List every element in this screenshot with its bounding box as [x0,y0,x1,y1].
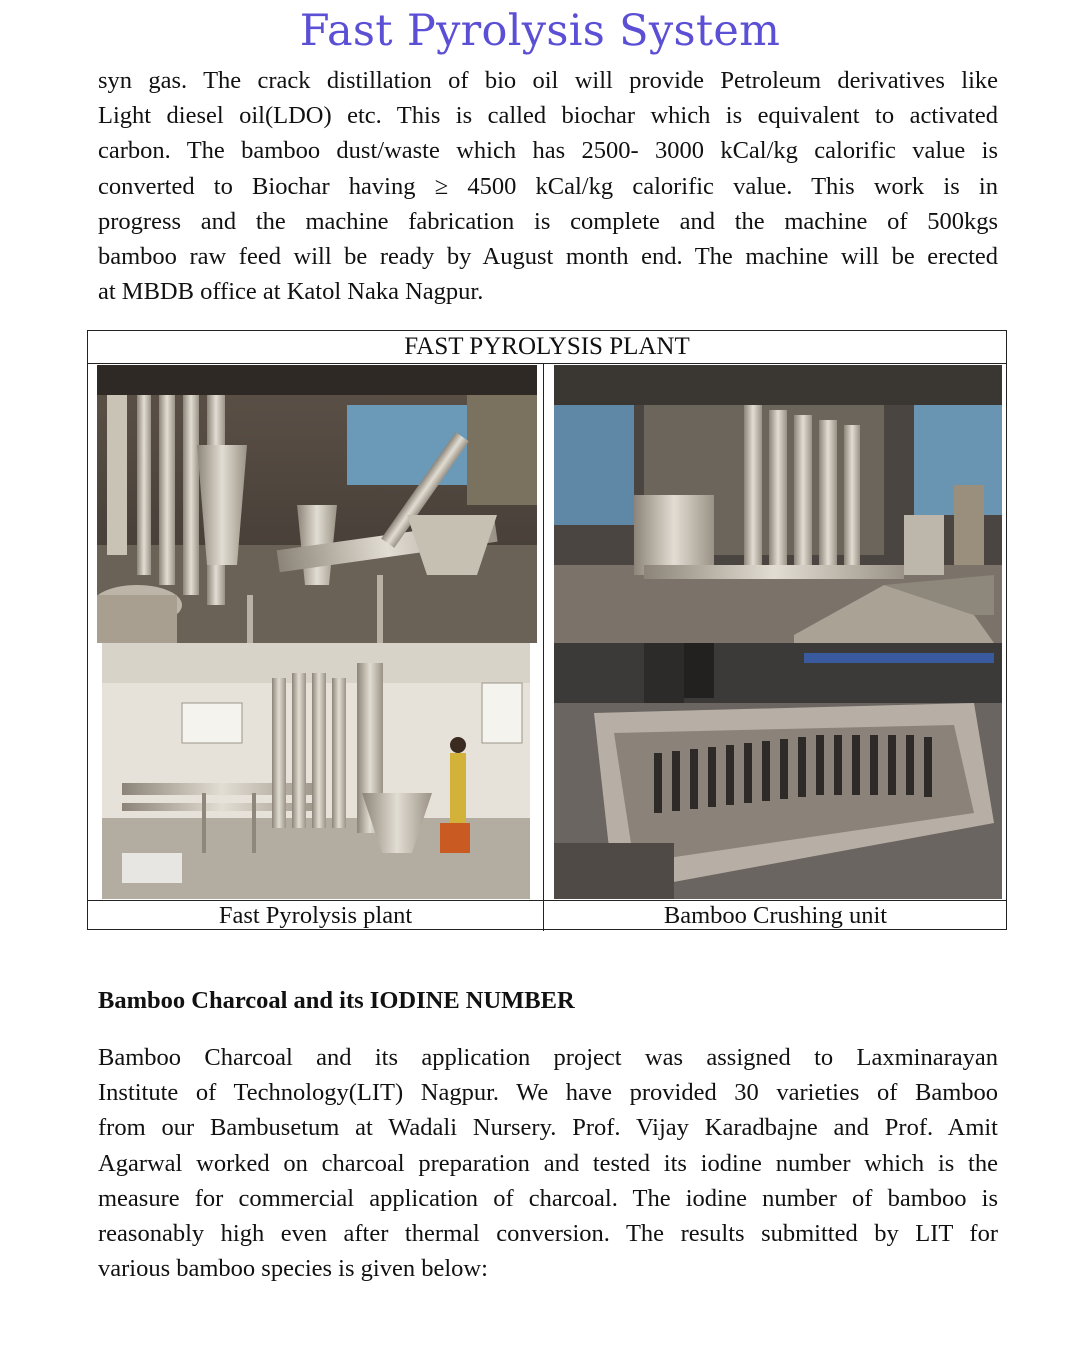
pyrolysis-plant-photo-2 [554,365,1002,643]
section-heading: Bamboo Charcoal and its IODINE NUMBER [98,987,575,1014]
paragraph-line: bamboo raw feed will be ready by August month end. The machine will be erected [98,243,998,271]
caption-bamboo-crushing-unit: Bamboo Crushing unit [663,902,888,929]
paragraph-line: Agarwal worked on charcoal preparation and tested its iodine number which is the [98,1149,998,1177]
table-divider [543,363,544,931]
bamboo-crushing-unit-photo [554,643,1002,899]
plant-photo-table [87,330,1007,930]
table-header: FAST PYROLYSIS PLANT [88,331,1006,364]
paragraph-line: progress and the machine fabrication is complete and the machine of 500kgs [98,207,998,235]
paragraph-line: at MBDB office at Katol Naka Nagpur. [98,278,484,306]
paragraph-line: various bamboo species is given below: [98,1255,488,1283]
paragraph-line: from our Bambusetum at Wadali Nursery. Prof. Vijay Karadbajne and Prof. Amit [98,1114,998,1142]
charcoal-paragraph [98,1040,998,1286]
fast-pyrolysis-plant-photo [102,643,530,899]
paragraph-line: Light diesel oil(LDO) etc. This is called biochar which is equivalent to activated [98,102,998,130]
paragraph-line: Bamboo Charcoal and its application project was assigned to Laxminarayan [98,1044,998,1071]
paragraph-line: reasonably high even after thermal conversion. The results submitted by LIT for [98,1220,998,1248]
caption-fast-pyrolysis-plant: Fast Pyrolysis plant [218,902,413,929]
intro-paragraph [98,63,998,309]
paragraph-line: carbon. The bamboo dust/waste which has 2500- 3000 kCal/kg calorific value is [98,137,998,165]
pyrolysis-plant-photo-1 [97,365,537,643]
paragraph-line: syn gas. The crack distillation of bio oil will provide Petroleum derivatives like [98,67,998,94]
page-title: Fast Pyrolysis System [299,6,781,56]
paragraph-line: Institute of Technology(LIT) Nagpur. We have provided 30 varieties of Bamboo [98,1079,998,1107]
paragraph-line: converted to Biochar having ≥ 4500 kCal/kg calorific value. This work is in [98,172,998,200]
paragraph-line: measure for commercial application of charcoal. The iodine number of bamboo is [98,1184,998,1212]
